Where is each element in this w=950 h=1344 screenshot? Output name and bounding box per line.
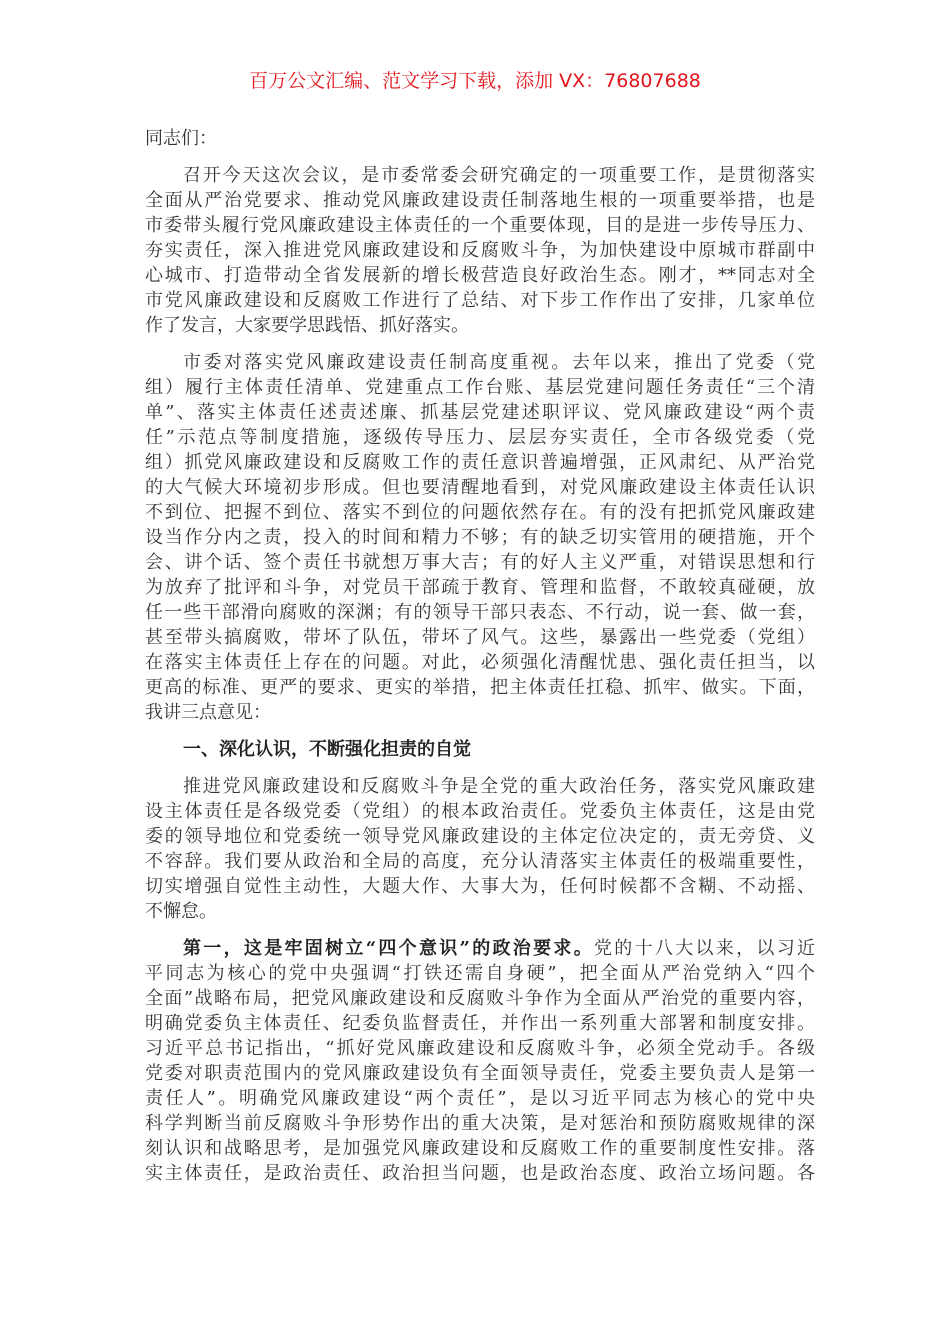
paragraph-line: 全面”战略布局，把党风廉政建设和反腐败斗争作为全面从严治党的重要内容， [145,988,815,1009]
paragraph-line: 委的领导地位和党委统一领导党风廉政建设的主体定位决定的，责无旁贷、义 [145,826,815,847]
paragraph-line: 设主体责任是各级党委（党组）的根本政治责任。党委负主体责任，这是由党 [145,801,815,822]
document-body [145,126,815,1198]
paragraph-line: 不到位、把握不到位、落实不到位的问题依然存在。有的没有把抓党风廉政建 [145,502,815,523]
paragraph-line: 责任人”。明确党风廉政建设“两个责任”，是以习近平同志为核心的党中央 [145,1088,815,1109]
paragraph-line: 任一些干部滑向腐败的深渊；有的领导干部只表态、不行动，说一套、做一套， [145,602,815,623]
paragraph-line: 组）履行主体责任清单、党建重点工作台账、基层党建问题任务责任“三个清 [145,377,815,398]
paragraph-line: 任”示范点等制度措施，逐级传导压力、层层夯实责任，全市各级党委（党 [145,427,815,448]
paragraph-line [145,936,815,961]
paragraph-line: 不懈怠。 [145,901,217,922]
paragraph-line: 平同志为核心的党中央强调“打铁还需自身硬”，把全面从严治党纳入“四个 [145,963,815,984]
paragraph-line: 作了发言，大家要学思践悟、抓好落实。 [145,315,469,336]
paragraph-3 [145,774,815,924]
download-banner: 百万公文汇编、范文学习下载，添加 VX：76807688 [249,70,701,92]
paragraph-4-lines [145,961,815,1186]
paragraph-line: 市委带头履行党风廉政建设主体责任的一个重要体现，目的是进一步传导压力、 [145,215,815,236]
paragraph-line: 习近平总书记指出，“抓好党风廉政建设和反腐败斗争，必须全党动手。各级 [145,1038,815,1059]
paragraph-1 [145,163,815,338]
paragraph-line: 为放弃了批评和斗争，对党员干部疏于教育、管理和监督，不敢较真碰硬，放 [145,577,815,598]
paragraph-line: 科学判断当前反腐败斗争形势作出的重大决策，是对惩治和预防腐败规律的深 [145,1113,815,1134]
paragraph-line: 实主体责任，是政治责任、政治担当问题，也是政治态度、政治立场问题。各 [145,1163,815,1184]
paragraph-line: 不容辞。我们要从政治和全局的高度，充分认清落实主体责任的极端重要性， [145,851,815,872]
paragraph-line: 甚至带头搞腐败，带坏了队伍，带坏了风气。这些，暴露出一些党委（党组） [145,627,815,648]
paragraph-line: 市党风廉政建设和反腐败工作进行了总结、对下步工作作出了安排，几家单位 [145,290,815,311]
paragraph-line: 会、讲个话、签个责任书就想万事大吉；有的好人主义严重，对错误思想和行 [145,552,815,573]
paragraph-line: 更高的标准、更严的要求、更实的举措，把主体责任扛稳、抓牢、做实。下面， [145,677,815,698]
paragraph-line: 召开今天这次会议，是市委常委会研究确定的一项重要工作，是贯彻落实 [183,165,815,186]
paragraph-4 [145,936,815,1186]
paragraph-line: 心城市、打造带动全省发展新的增长极营造良好政治生态。刚才，**同志对全 [145,265,815,286]
greeting [145,126,815,151]
paragraph-line: 党委对职责范围内的党风廉政建设负有全面领导责任，党委主要负责人是第一 [145,1063,815,1084]
paragraph-line: 夯实责任，深入推进党风廉政建设和反腐败斗争，为加快建设中原城市群副中 [145,240,815,261]
section-heading-1: 一、深化认识，不断强化担责的自觉 [183,739,471,760]
paragraph-line: 全面从严治党要求、推动党风廉政建设责任制落地生根的一项重要举措，也是 [145,190,815,211]
paragraph-2 [145,350,815,725]
lead-rest: 党的十八大以来，以习近 [594,938,815,959]
paragraph-line: 单”、落实主体责任述责述廉、抓基层党建述职评议、党风廉政建设“两个责 [145,402,815,423]
paragraph-line: 市委对落实党风廉政建设责任制高度重视。去年以来，推出了党委（党 [183,352,815,373]
paragraph-line: 推进党风廉政建设和反腐败斗争是全党的重大政治任务，落实党风廉政建 [183,776,815,797]
paragraph-line: 我讲三点意见： [145,702,271,723]
greeting-line: 同志们： [145,128,217,149]
paragraph-line: 的大气候大环境初步形成。但也要清醒地看到，对党风廉政建设主体责任认识 [145,477,815,498]
paragraph-line: 明确党委负主体责任、纪委负监督责任，并作出一系列重大部署和制度安排。 [145,1013,815,1034]
bold-lead: 第一，这是牢固树立“四个意识”的政治要求。 [183,938,594,959]
paragraph-line: 在落实主体责任上存在的问题。对此，必须强化清醒忧患、强化责任担当，以 [145,652,815,673]
paragraph-line: 切实增强自觉性主动性，大题大作、大事大为，任何时候都不含糊、不动摇、 [145,876,815,897]
paragraph-line: 组）抓党风廉政建设和反腐败工作的责任意识普遍增强，正风肃纪、从严治党 [145,452,815,473]
paragraph-line: 设当作分内之责，投入的时间和精力不够；有的缺乏切实管用的硬措施，开个 [145,527,815,548]
paragraph-line: 刻认识和战略思考，是加强党风廉政建设和反腐败工作的重要制度性安排。落 [145,1138,815,1159]
